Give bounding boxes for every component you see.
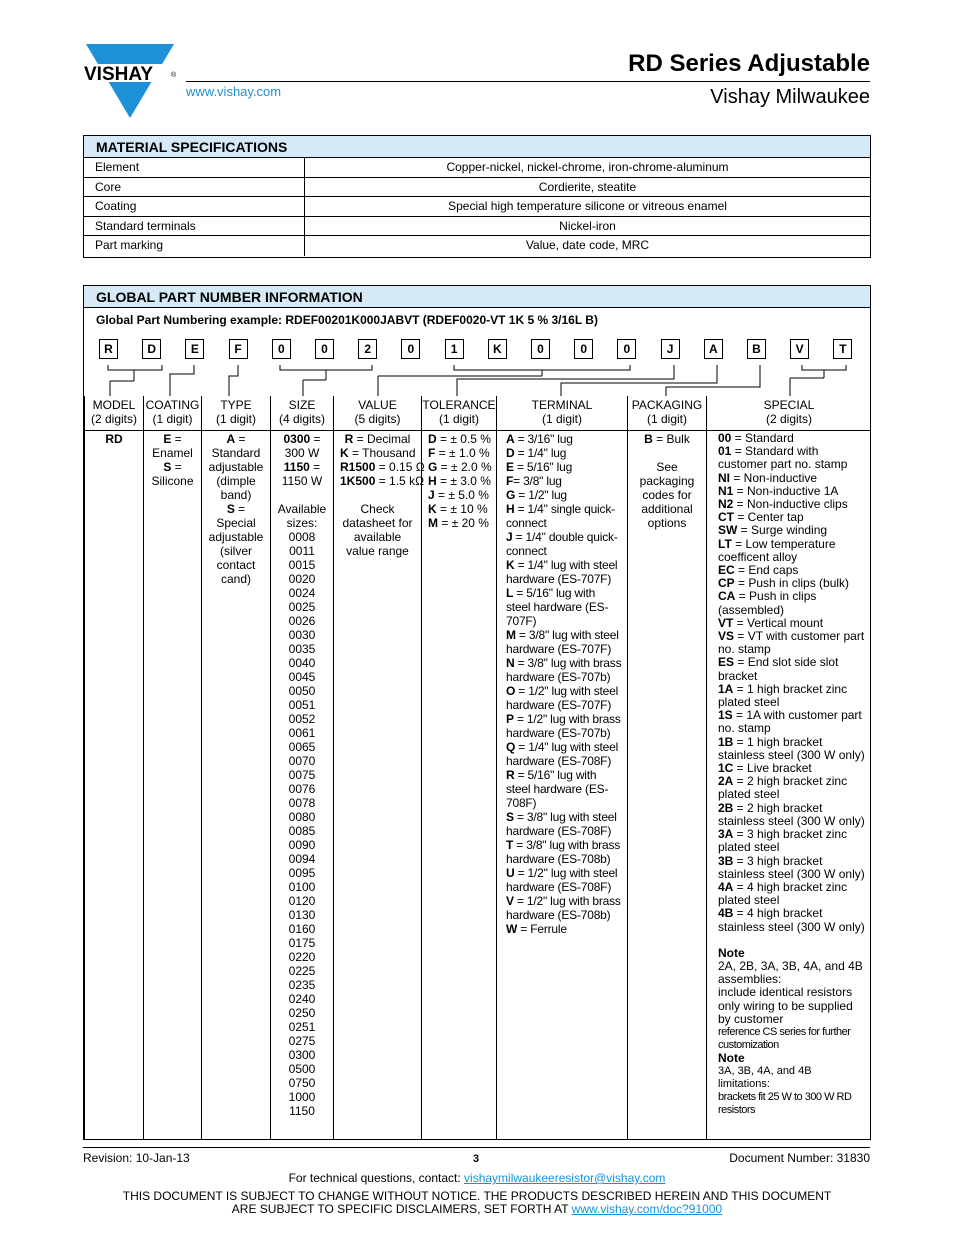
part-number-char-box: 0: [315, 339, 334, 359]
tolerance-code: M = ± 20 %: [428, 516, 489, 530]
material-specifications-heading: MATERIAL SPECIFICATIONS: [84, 136, 870, 158]
special-code: CT = Center tap: [718, 510, 804, 525]
size-code: 0090: [288, 838, 316, 852]
size-code: 1000: [288, 1090, 316, 1104]
column-value: VALUE (5 digits) R = Decimal K = Thousand R1500 = 0.15 Ω 1K500 = 1.5 kΩ Check datasheet for available value range: [333, 396, 421, 1139]
terminal-code: V = 1/2" lug with brass hardware (ES-708b): [506, 894, 621, 922]
size-code: 0500: [288, 1062, 316, 1076]
part-number-char-box: 0: [401, 339, 420, 359]
header-rule: [186, 81, 870, 82]
page-subtitle: Vishay Milwaukee: [710, 86, 870, 108]
material-row: [84, 217, 870, 237]
terminal-code: F= 3/8" lug: [506, 474, 562, 488]
special-code: NI = Non-inductive: [718, 470, 818, 485]
size-code: 0160: [288, 922, 316, 936]
column-terminal: TERMINAL (1 digit) A = 3/16" lug D = 1/4" lug E = 5/16" lug F= 3/8" lug G = 1/2" lug H = 1/4" single quick-connect J = 1/4" double quick-connect K = 1/4" lug with steel hardware (ES-707F) L = 5/16" lug with steel hardware (ES-707F) M = 3/8" lug with steel hardware (ES-707F) N = 3/8" lug with brass hardware (ES-707b) O = 1/2" lug with steel hardware (ES-707F) P = 1/2" lug with brass hardware (ES-707b) Q = 1/4" lug with steel hardware (ES-708F) R = 5/16" lug with steel hardware (ES-708F) S = 3/8" lug with steel hardware (ES-708F) T = 3/8" lug with brass hardware (ES-708b) U = 1/2" lug with steel hardware (ES-708F) V = 1/2" lug with brass hardware (ES-708b) W = Ferrule: [496, 396, 627, 1139]
special-code: 01 = Standard with customer part no. stamp: [718, 444, 848, 472]
size-code: 0078: [288, 796, 316, 810]
disclaimer-line-1: THIS DOCUMENT IS SUBJECT TO CHANGE WITHOUT NOTICE. THE PRODUCTS DESCRIBED HEREIN AND THIS DOCUMENT: [122, 1189, 832, 1203]
special-code: 00 = Standard: [718, 431, 794, 445]
special-code: 2B = 2 high bracket stainless steel (300 W only): [718, 800, 865, 828]
value-code: R1500 = 0.15 Ω: [340, 460, 425, 474]
material-label: Element: [84, 158, 305, 177]
part-number-char-box: 0: [574, 339, 593, 359]
model-code: RD: [105, 432, 123, 446]
special-code: 4B = 4 high bracket stainless steel (300 W only): [718, 906, 865, 934]
part-number-char-box: E: [185, 339, 204, 359]
terminal-code: W = Ferrule: [506, 922, 567, 936]
revision: Revision: 10-Jan-13: [83, 1151, 190, 1165]
size-code: 0011: [289, 544, 315, 558]
special-code: N1 = Non-inductive 1A: [718, 483, 839, 498]
part-number-char-box: 0: [531, 339, 550, 359]
size-code: 0024: [288, 586, 316, 600]
terminal-code: S = 3/8" lug with steel hardware (ES-708F): [506, 810, 617, 838]
size-code: 0085: [288, 824, 316, 838]
size-code: 0045: [288, 670, 316, 684]
gpn-example: Global Part Numbering example: RDEF00201K000JABVT (RDEF0020-VT 1K 5 % 3/16L B): [96, 313, 598, 327]
global-part-number-table: [83, 285, 871, 1140]
terminal-code: D = 1/4" lug: [506, 446, 567, 460]
column-type: TYPE (1 digit) A = Standard adjustable (dimple band) S = Special adjustable (silver contact cand): [201, 396, 270, 1139]
terminal-code: P = 1/2" lug with brass hardware (ES-707b): [506, 712, 621, 740]
part-number-char-box: V: [790, 339, 809, 359]
footer-rule: [83, 1147, 870, 1148]
tolerance-code: D = ± 0.5 %: [428, 432, 491, 446]
column-packaging: PACKAGING (1 digit) B = Bulk See packaging codes for additional options: [627, 396, 706, 1139]
special-code: SW = Surge winding: [718, 523, 828, 538]
vishay-logo: [82, 44, 178, 118]
column-model: MODEL (2 digits) RD: [84, 396, 143, 1139]
size-code: 0026: [288, 614, 316, 628]
special-code: 3B = 3 high bracket stainless steel (300 W only): [718, 853, 865, 881]
terminal-code: L = 5/16" lug with steel hardware (ES-707F): [506, 586, 609, 628]
terminal-code: T = 3/8" lug with brass hardware (ES-708b): [506, 838, 621, 866]
terminal-code: Q = 1/4" lug with steel hardware (ES-708F): [506, 740, 619, 768]
value-code: K = Thousand: [340, 446, 416, 460]
tolerance-code: G = ± 2.0 %: [428, 460, 492, 474]
part-number-char-box: B: [747, 339, 766, 359]
size-code: 0015: [288, 558, 316, 572]
column-coating: COATING (1 digit) E = Enamel S = Silicone: [143, 396, 201, 1139]
size-code: 0120: [288, 894, 316, 908]
terminal-code: A = 3/16" lug: [506, 432, 573, 446]
terminal-code: U = 1/2" lug with steel hardware (ES-708F): [506, 866, 618, 894]
size-code: 0040: [288, 656, 316, 670]
size-code: 0070: [288, 754, 316, 768]
material-specifications-table: [83, 135, 871, 258]
value-code: R = Decimal: [344, 432, 411, 446]
size-code: 0030: [288, 628, 316, 642]
size-code: 0095: [288, 866, 316, 880]
special-code: 4A = 4 high bracket zinc plated steel: [718, 879, 848, 908]
size-code: 0061: [288, 726, 316, 740]
size-code: 0175: [288, 936, 316, 950]
terminal-code: N = 3/8" lug with brass hardware (ES-707b): [506, 656, 622, 684]
material-row: [84, 197, 870, 217]
part-number-char-box: 0: [617, 339, 636, 359]
material-value: Nickel-iron: [559, 218, 616, 233]
part-number-char-box: K: [488, 339, 507, 359]
size-code: 0075: [288, 768, 316, 782]
size-code: 0025: [288, 600, 316, 614]
terminal-code: G = 1/2" lug: [506, 488, 567, 502]
special-code: CA = Push in clips (assembled): [718, 589, 817, 617]
part-number-char-box: D: [142, 339, 161, 359]
size-code: 0235: [288, 978, 316, 992]
size-code: 0300: [288, 1048, 316, 1062]
terminal-code: M = 3/8" lug with steel hardware (ES-707F): [506, 628, 619, 656]
tolerance-code: F = ± 1.0 %: [428, 446, 490, 460]
size-code: 1150: [289, 1104, 315, 1118]
special-code: VT = Vertical mount: [718, 615, 824, 630]
terminal-code: J = 1/4" double quick-connect: [506, 530, 618, 558]
special-code: 1B = 1 high bracket stainless steel (300 W only): [718, 734, 865, 762]
material-value: Value, date code, MRC: [525, 238, 650, 253]
size-code: 0076: [288, 782, 316, 796]
material-label: Coating: [84, 197, 305, 216]
column-size: SIZE (4 digits) 0300 = 300 W 1150 = 1150 W Available sizes: 0008 0011 0015 0020 0024 0025 0026 0030 0035 0040 0045 0050 0051 0052 0061 0065 0070 0075 0076 0078 0080 0085 0090 0094 0095 0100 0120 0130 0160 0175 0220 0225 0235 0240 0250 0251 0275 0300 0500 0750 1000 1150: [270, 396, 333, 1139]
part-number-char-box: A: [704, 339, 723, 359]
part-number-char-box: J: [661, 339, 680, 359]
column-special: SPECIAL (2 digits) 00 = Standard 01 = Standard with customer part no. stamp NI = Non-inductive N1 = Non-inductive 1A N2 = Non-inductive clips CT = Center tap SW = Surge winding LT = Low temperature coefficent alloy EC = End caps CP = Push in clips (bulk) CA = Push in clips (assembled) VT = Vertical mount VS = VT with customer part no. stamp ES = End slot side slot bracket 1A = 1 high bracket zinc plated steel 1S = 1A with customer part no. stamp 1B = 1 high bracket stainless steel (300 W only) 1C = Live bracket 2A = 2 high bracket zinc plated steel 2B = 2 high bracket stainless steel (300 W only) 3A = 3 high bracket zinc plated steel 3B = 3 high bracket stainless steel (300 W only) 4A = 4 high bracket zinc plated steel 4B = 4 high bracket stainless steel (300 W only) Note 2A, 2B, 3A, 3B, 4A, and 4B assemblies: include identical resistors only wiring to be supplied by customer reference CS series for further customization Note 3A, 3B, 4A, and 4B limitations: brackets fit 25 W to 300 W RD resistors: [706, 396, 871, 1139]
size-code: 0240: [288, 992, 316, 1006]
material-value: Cordierite, steatite: [538, 179, 637, 194]
logo-text: VISHAY: [84, 64, 153, 85]
material-value: Special high temperature silicone or vitreous enamel: [448, 199, 727, 214]
contact-email-link[interactable]: vishaymilwaukeeresistor@vishay.com: [464, 1171, 666, 1185]
size-code: 0051: [288, 698, 316, 712]
value-code: 1K500 = 1.5 kΩ: [340, 474, 425, 488]
special-code: ES = End slot side slot bracket: [718, 655, 839, 683]
material-value: Copper-nickel, nickel-chrome, iron-chrome-aluminum: [446, 160, 729, 174]
digit-grouping-brackets: [84, 286, 872, 398]
special-code: 1A = 1 high bracket zinc plated steel: [718, 681, 848, 710]
part-number-char-box: 0: [272, 339, 291, 359]
site-url-link[interactable]: www.vishay.com: [186, 84, 282, 99]
special-code: 1S = 1A with customer part no. stamp: [718, 708, 862, 736]
terminal-code: R = 5/16" lug with steel hardware (ES-708F): [506, 768, 609, 810]
terminal-code: K = 1/4" lug with steel hardware (ES-707F): [506, 558, 618, 586]
contact-line: For technical questions, contact: vishaymilwaukeeresistor@vishay.com: [288, 1171, 666, 1185]
size-code: 0052: [288, 712, 316, 726]
part-number-char-box: T: [833, 339, 852, 359]
size-code: 0750: [288, 1076, 316, 1090]
material-row: [84, 236, 870, 256]
size-code: 0080: [288, 810, 316, 824]
material-row: [84, 178, 870, 198]
part-number-char-box: R: [99, 339, 118, 359]
column-tolerance: TOLERANCE (1 digit) D = ± 0.5 % F = ± 1.0 % G = ± 2.0 % H = ± 3.0 % J = ± 5.0 % K = ± 10 % M = ± 20 %: [421, 396, 496, 1139]
size-code: 0275: [288, 1034, 316, 1048]
material-label: Standard terminals: [84, 217, 305, 236]
special-code: 3A = 3 high bracket zinc plated steel: [718, 827, 848, 855]
size-code: 0130: [288, 908, 316, 922]
size-code: 0094: [288, 852, 316, 866]
special-code: EC = End caps: [718, 563, 799, 578]
size-code: 0100: [288, 880, 316, 894]
size-code: 0250: [288, 1006, 316, 1020]
special-code: VS = VT with customer part no. stamp: [718, 629, 865, 657]
page-number: 3: [473, 1153, 480, 1165]
size-code: 0225: [288, 964, 316, 978]
size-code: 0220: [288, 950, 316, 964]
tolerance-code: K = ± 10 %: [428, 502, 488, 516]
size-code: 0020: [288, 572, 316, 586]
material-label: Part marking: [84, 236, 305, 256]
special-code: CP = Push in clips (bulk): [718, 576, 850, 591]
document-number: Document Number: 31830: [729, 1151, 870, 1165]
special-code: LT = Low temperature coefficent alloy: [718, 536, 836, 564]
part-number-char-box: 1: [445, 339, 464, 359]
terminal-code: E = 5/16" lug: [506, 460, 573, 474]
special-code: N2 = Non-inductive clips: [718, 497, 848, 512]
svg-text:®: ®: [171, 72, 177, 79]
part-number-char-box: F: [229, 339, 248, 359]
special-code: 2A = 2 high bracket zinc plated steel: [718, 774, 848, 802]
part-number-char-box: 2: [358, 339, 377, 359]
gpn-heading: GLOBAL PART NUMBER INFORMATION: [84, 286, 870, 308]
size-code: 0251: [288, 1020, 316, 1034]
size-code: 0008: [288, 530, 316, 544]
material-row: [84, 158, 870, 178]
size-code: 0050: [288, 684, 316, 698]
tolerance-code: H = ± 3.0 %: [428, 474, 491, 488]
page-title: RD Series Adjustable: [628, 50, 870, 77]
material-label: Core: [84, 178, 305, 197]
tolerance-code: J = ± 5.0 %: [428, 488, 489, 502]
size-code: 0035: [288, 642, 316, 656]
disclaimer-link[interactable]: www.vishay.com/doc?91000: [571, 1202, 723, 1216]
size-code: 0065: [288, 740, 316, 754]
disclaimer-line-2: ARE SUBJECT TO SPECIFIC DISCLAIMERS, SET FORTH AT www.vishay.com/doc?91000: [231, 1202, 723, 1216]
terminal-code: H = 1/4" single quick-connect: [506, 502, 615, 530]
terminal-code: O = 1/2" lug with steel hardware (ES-707F): [506, 684, 619, 712]
special-code: 1C = Live bracket: [718, 761, 812, 776]
